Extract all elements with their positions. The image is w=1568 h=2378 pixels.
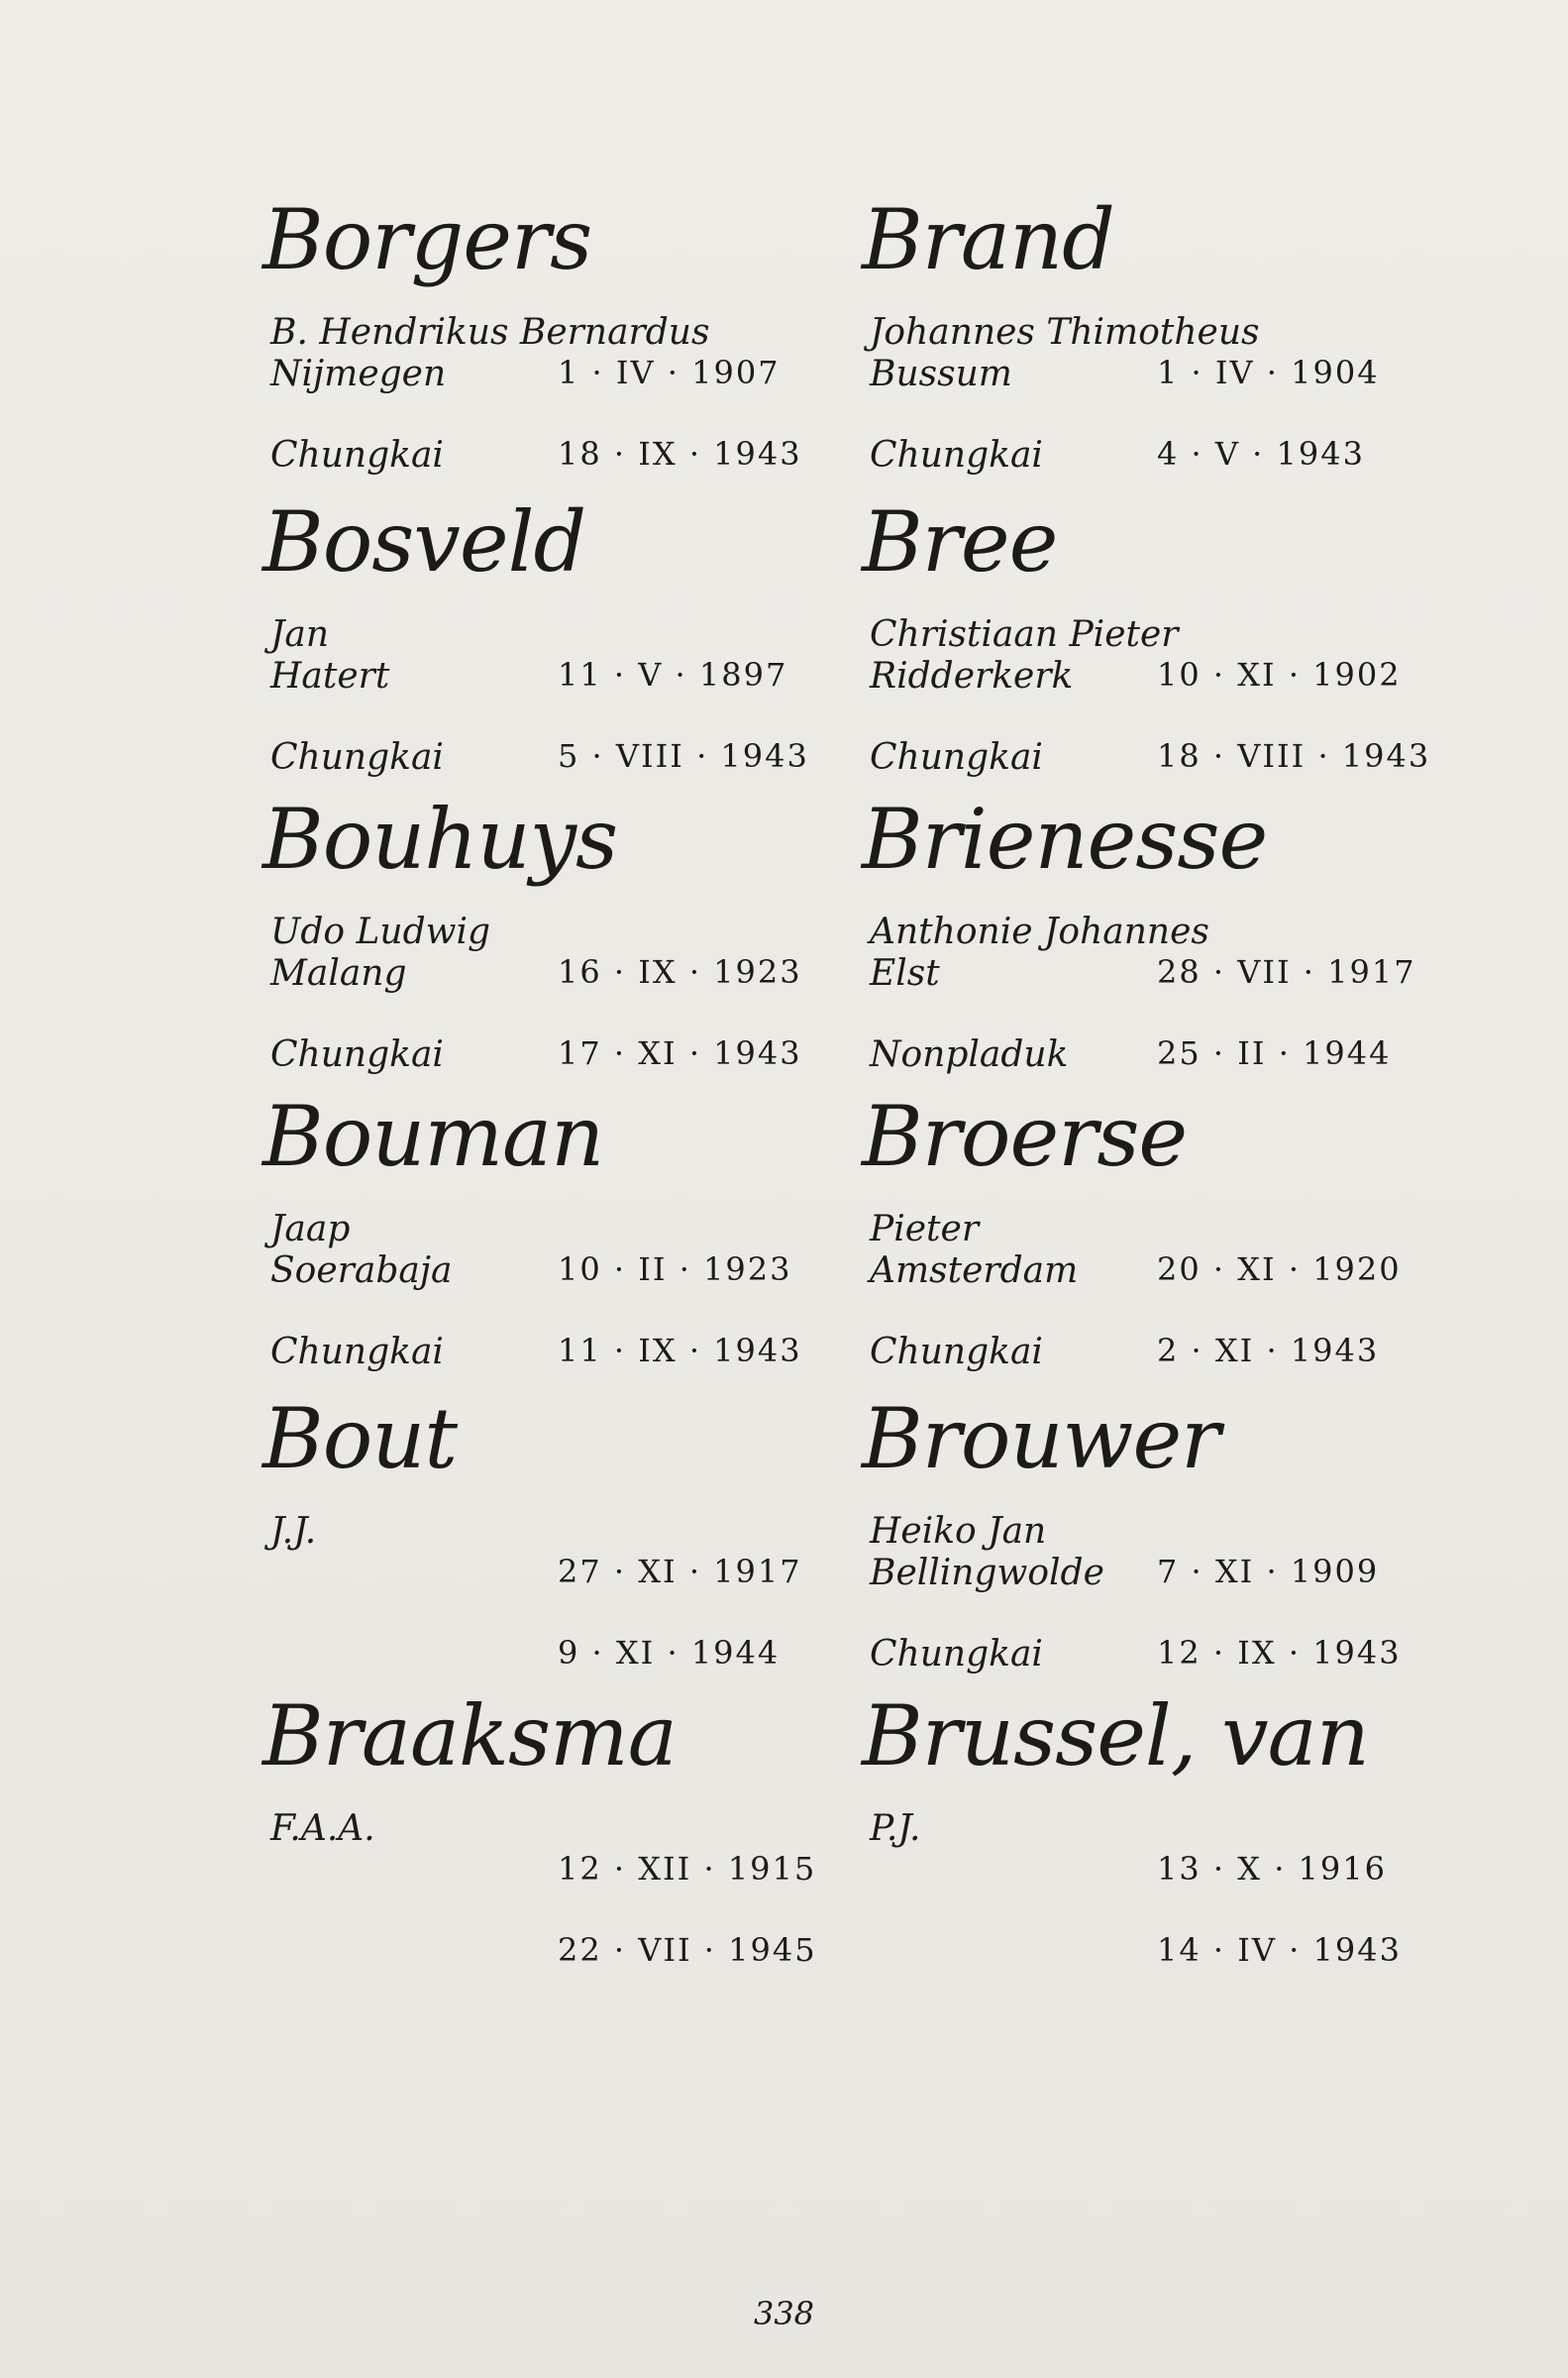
entry-bree	[862, 493, 1436, 798]
entry-borgers	[262, 191, 837, 495]
entry-bout	[262, 1390, 837, 1694]
given-names: F.A.A.	[270, 1808, 375, 1849]
birth-date: 11 · V · 1897	[558, 656, 788, 694]
death-place: Chungkai	[870, 1634, 1043, 1675]
entry-bouhuys	[262, 791, 837, 1095]
birth-place: Hatert	[270, 656, 390, 697]
entry-bosveld	[262, 493, 837, 798]
surname: Braaksma	[262, 1687, 677, 1784]
entry-brand	[862, 191, 1436, 495]
death-place: Chungkai	[270, 435, 444, 476]
birth-place: Elst	[870, 953, 940, 994]
birth-date: 1 · IV · 1907	[558, 354, 781, 391]
entry-broerse	[862, 1088, 1436, 1392]
birth-date: 10 · II · 1923	[558, 1250, 792, 1288]
birth-date: 10 · XI · 1902	[1157, 656, 1402, 694]
given-names: Johannes Thimotheus	[870, 312, 1260, 353]
given-names: Jan	[270, 614, 330, 655]
birth-date: 7 · XI · 1909	[1157, 1553, 1380, 1590]
surname: Bree	[862, 493, 1058, 591]
death-date: 2 · XI · 1943	[1157, 1332, 1380, 1369]
given-names: J.J.	[270, 1511, 317, 1552]
birth-place: Amsterdam	[870, 1250, 1079, 1291]
surname: Brienesse	[862, 791, 1268, 888]
death-date: 12 · IX · 1943	[1157, 1634, 1402, 1672]
entry-brouwer	[862, 1390, 1436, 1694]
death-date: 11 · IX · 1943	[558, 1332, 802, 1369]
birth-date: 28 · VII · 1917	[1157, 953, 1416, 991]
surname: Brouwer	[862, 1390, 1220, 1487]
death-date: 18 · VIII · 1943	[1157, 737, 1431, 775]
death-place: Chungkai	[870, 435, 1043, 476]
death-place: Nonpladuk	[870, 1034, 1069, 1075]
death-place: Chungkai	[270, 737, 444, 778]
birth-date: 27 · XI · 1917	[558, 1553, 802, 1590]
birth-place: Ridderkerk	[870, 656, 1074, 697]
death-place: Chungkai	[270, 1332, 444, 1372]
given-names: P.J.	[870, 1808, 921, 1849]
birth-place: Soerabaja	[270, 1250, 453, 1291]
birth-date: 12 · XII · 1915	[558, 1850, 817, 1888]
death-date: 9 · XI · 1944	[558, 1634, 781, 1672]
birth-place: Bussum	[870, 354, 1012, 394]
birth-place: Bellingwolde	[870, 1553, 1104, 1593]
death-place: Chungkai	[870, 737, 1043, 778]
given-names: Udo Ludwig	[270, 912, 491, 952]
death-place: Chungkai	[270, 1034, 444, 1075]
birth-place: Nijmegen	[270, 354, 447, 394]
death-date: 14 · IV · 1943	[1157, 1931, 1402, 1969]
death-date: 18 · IX · 1943	[558, 435, 802, 473]
surname: Bouhuys	[262, 791, 618, 888]
birth-place: Malang	[270, 953, 407, 994]
given-names: B. Hendrikus Bernardus	[270, 312, 710, 353]
given-names: Heiko Jan	[870, 1511, 1047, 1552]
surname: Broerse	[862, 1088, 1188, 1185]
death-date: 17 · XI · 1943	[558, 1034, 802, 1072]
death-date: 4 · V · 1943	[1157, 435, 1365, 473]
surname: Brand	[862, 191, 1114, 288]
page-number: 338	[753, 2295, 815, 2332]
surname: Borgers	[262, 191, 592, 288]
death-date: 22 · VII · 1945	[558, 1931, 817, 1969]
given-names: Jaap	[270, 1209, 351, 1249]
entry-brussel-van	[862, 1687, 1436, 1992]
birth-date: 20 · XI · 1920	[1157, 1250, 1402, 1288]
birth-date: 13 · X · 1916	[1157, 1850, 1387, 1888]
death-place: Chungkai	[870, 1332, 1043, 1372]
given-names: Anthonie Johannes	[870, 912, 1209, 952]
surname: Bout	[262, 1390, 458, 1487]
birth-date: 16 · IX · 1923	[558, 953, 802, 991]
entry-brienesse	[862, 791, 1436, 1095]
surname: Bosveld	[262, 493, 586, 591]
entry-braaksma	[262, 1687, 837, 1992]
entry-bouman	[262, 1088, 837, 1392]
given-names: Pieter	[870, 1209, 980, 1249]
surname: Brussel, van	[862, 1687, 1369, 1784]
surname: Bouman	[262, 1088, 604, 1185]
death-date: 25 · II · 1944	[1157, 1034, 1392, 1072]
death-date: 5 · VIII · 1943	[558, 737, 809, 775]
birth-date: 1 · IV · 1904	[1157, 354, 1380, 391]
given-names: Christiaan Pieter	[870, 614, 1179, 655]
